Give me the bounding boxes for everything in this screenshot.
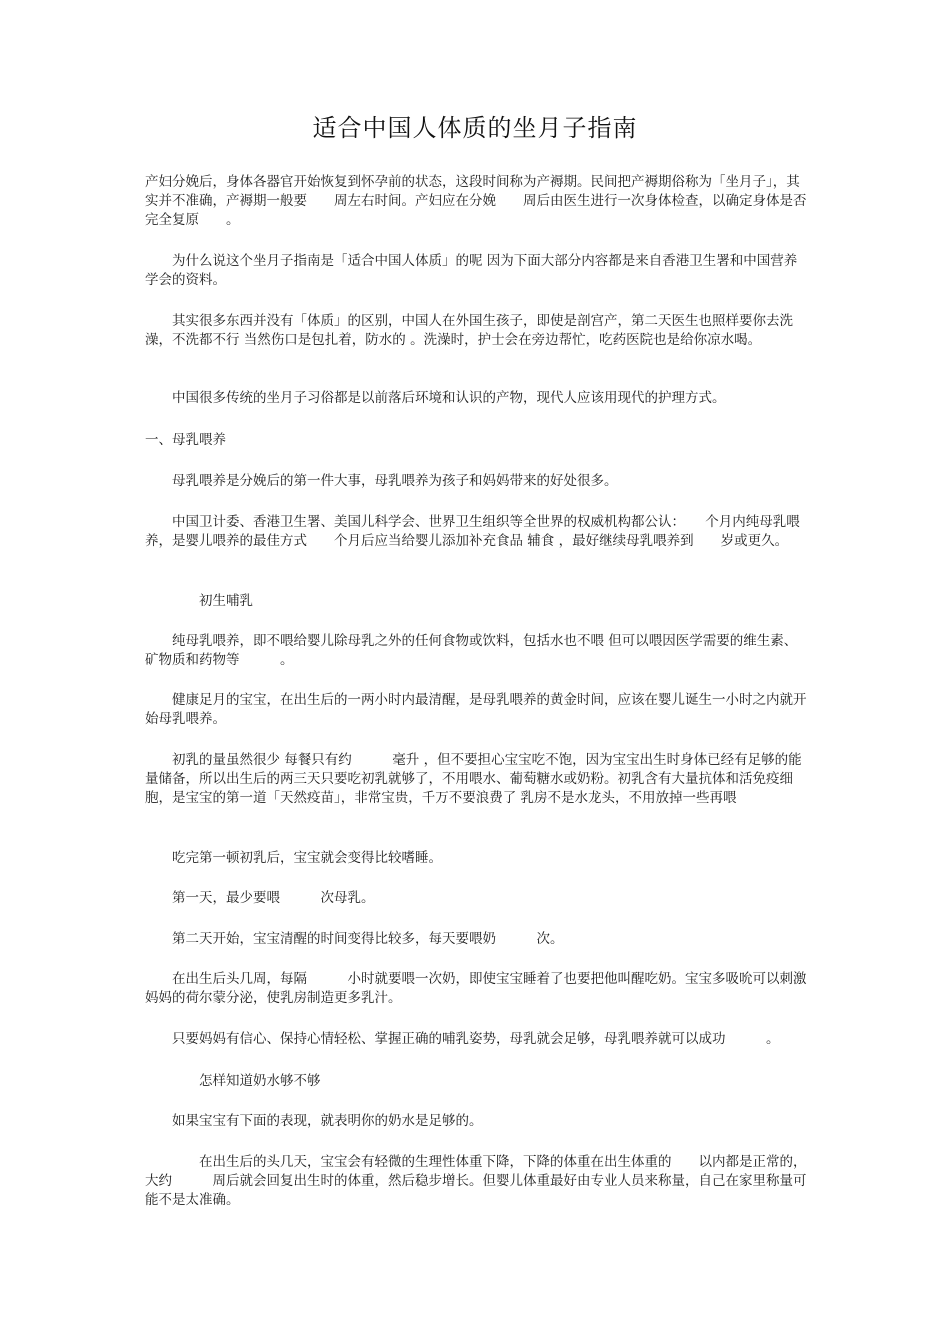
paragraph-constitution: 其实很多东西并没有「体质」的区别，中国人在外国生孩子，即使是剖宫产，第二天医生也照样要你去洗澡，不洗都不行 当然伤口是包扎着，防水的 。洗澡时，护士会在旁边帮忙，吃药医院也是给你凉水喝。	[145, 313, 793, 348]
paragraph-confidence: 只要妈妈有信心、保持心情轻松、掌握正确的哺乳姿势，母乳就会足够，母乳喂养就可以成功 。	[145, 1031, 780, 1047]
paragraph-why-guide: 为什么说这个坐月子指南是「适合中国人体质」的呢 因为下面大部分内容都是来自香港卫生署和中国营养学会的资料。	[145, 253, 798, 288]
paragraph-signs: 如果宝宝有下面的表现，就表明你的奶水是足够的。	[145, 1113, 483, 1129]
subheading-enough-milk: 怎样知道奶水够不够	[145, 1073, 321, 1089]
paragraph-exclusive-breastfeeding: 纯母乳喂养，即不喂给婴儿除母乳之外的任何食物或饮料，包括水也不喂 但可以喂因医学需要的维生素、矿物质和药物等 。	[145, 633, 798, 668]
section-heading-breastfeeding: 一、母乳喂养	[145, 432, 226, 448]
paragraph-weight: 在出生后的头几天，宝宝会有轻微的生理性体重下降，下降的体重在出生体重的 以内都是正常的，大约 周后就会回复出生时的体重，然后稳步增长。但婴儿体重最好由专业人员来称量，自己在家里称量可能不是太准确。	[145, 1154, 807, 1208]
paragraph-day-one: 第一天，最少要喂 次母乳。	[145, 890, 375, 906]
paragraph-feeding-interval: 在出生后头几周，每隔 小时就要喂一次奶，即使宝宝睡着了也要把他叫醒吃奶。宝宝多吸吮可以刺激妈妈的荷尔蒙分泌，使乳房制造更多乳汁。	[145, 971, 807, 1006]
paragraph-colostrum: 初乳的量虽然很少 每餐只有约 毫升 ，但不要担心宝宝吃不饱，因为宝宝出生时身体已经有足够的能量储备，所以出生后的两三天只要吃初乳就够了，不用喂水、葡萄糖水或奶粉。初乳含有大量抗体和活免疫细胞，是宝宝的第一道「天然疫苗」，非常宝贵，千万不要浪费了 乳房不是水龙头，不用放掉一些再喂	[145, 752, 802, 806]
subheading-first-feeding: 初生哺乳	[145, 593, 253, 609]
paragraph-traditions: 中国很多传统的坐月子习俗都是以前落后环境和认识的产物，现代人应该用现代的护理方式。	[145, 390, 726, 406]
paragraph-sleepy-baby: 吃完第一顿初乳后，宝宝就会变得比较嗜睡。	[145, 850, 442, 866]
document-title: 适合中国人体质的坐月子指南	[312, 114, 638, 142]
paragraph-breastfeeding-benefits: 母乳喂养是分娩后的第一件大事，母乳喂养为孩子和妈妈带来的好处很多。	[145, 473, 618, 489]
paragraph-authorities: 中国卫计委、香港卫生署、美国儿科学会、世界卫生组织等全世界的权威机构都公认： 个月内纯母乳喂养，是婴儿喂养的最佳方式 个月后应当给婴儿添加补充食品 辅食 ，最好继续母乳喂养到 岁或更久。	[145, 514, 800, 549]
paragraph-golden-hour: 健康足月的宝宝，在出生后的一两小时内最清醒，是母乳喂养的黄金时间，应该在婴儿诞生一小时之内就开始母乳喂养。	[145, 692, 807, 727]
paragraph-intro: 产妇分娩后，身体各器官开始恢复到怀孕前的状态，这段时间称为产褥期。民间把产褥期俗称为「坐月子」，其实并不准确，产褥期一般要 周左右时间。产妇应在分娩 周后由医生进行一次身体检查，以确定身体是否完全复原 。	[145, 174, 807, 228]
paragraph-day-two: 第二天开始，宝宝清醒的时间变得比较多，每天要喂奶 次。	[145, 931, 564, 947]
